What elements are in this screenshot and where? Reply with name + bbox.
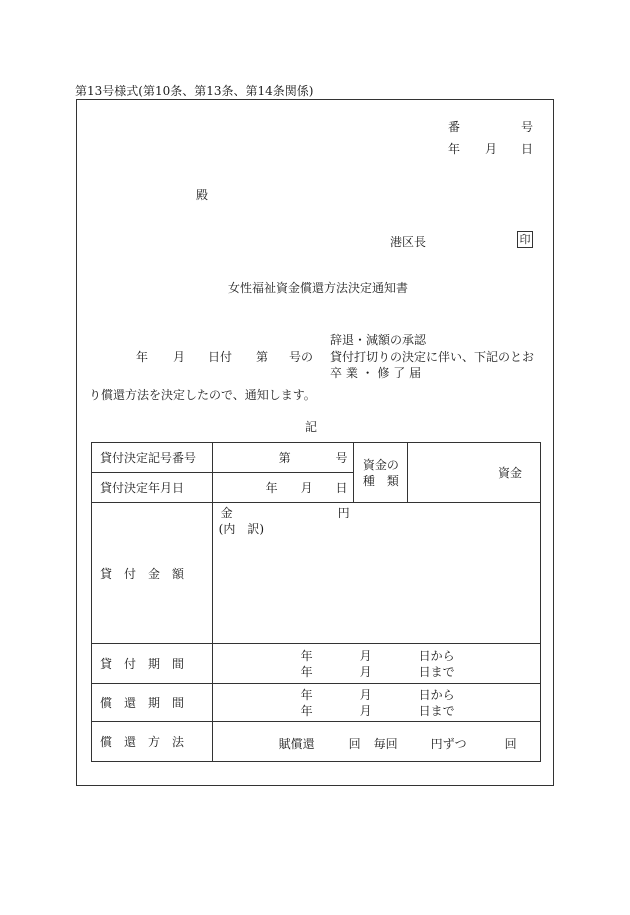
table-row [92, 644, 541, 684]
repay-end-day: 日まで [418, 704, 455, 718]
loan-end-month: 月 [359, 665, 372, 679]
amount-cell [212, 503, 540, 644]
decision-date-label: 貸付決定年月日 [92, 473, 213, 503]
decision-number-dai: 第 [278, 451, 291, 465]
loan-start-year: 年 [300, 649, 313, 663]
repay-period-cell [212, 684, 540, 722]
loan-end-year: 年 [300, 665, 313, 679]
date-month-label: 月 [485, 142, 498, 156]
amount-kin: 金 [220, 506, 233, 520]
option-termination: 貸付打切りの決定に伴い、下記のとお [330, 350, 535, 364]
repay-period-label: 償 還 期 間 [92, 684, 213, 722]
method-kai: 回 [348, 737, 361, 751]
repay-end-year: 年 [300, 704, 313, 718]
table-row [92, 684, 541, 722]
decision-number-cell [212, 443, 354, 473]
body-month: 月 [173, 350, 186, 364]
repay-start-month: 月 [359, 688, 372, 702]
seal-mark: 印 [517, 231, 533, 248]
repay-start-year: 年 [300, 688, 313, 702]
date-day-label: 日 [521, 142, 534, 156]
method-label: 償 還 方 法 [92, 722, 213, 762]
table-row [92, 503, 541, 644]
decision-number-go: 号 [335, 451, 348, 465]
document-title: 女性福祉資金償還方法決定通知書 [228, 281, 409, 295]
method-fushokan: 賦償還 [278, 737, 315, 751]
fund-type-label-2: 種 類 [362, 473, 399, 488]
decision-date-month: 月 [300, 481, 313, 495]
loan-period-cell [212, 644, 540, 684]
table-row [92, 443, 541, 473]
loan-start-day: 日から [418, 649, 455, 663]
body-dai: 第 [256, 350, 269, 364]
date-year-label: 年 [448, 142, 461, 156]
decision-date-year: 年 [265, 481, 278, 495]
loan-period-label: 貸 付 期 間 [92, 644, 213, 684]
option-withdrawal: 辞退・減額の承認 [330, 333, 427, 347]
method-maikai: 毎回 [373, 737, 398, 751]
table-row [92, 722, 541, 762]
number-ban-label: 番 [448, 120, 461, 134]
fund-type-label [354, 443, 408, 503]
repay-start-day: 日から [418, 688, 455, 702]
form-number: 第13号様式(第10条、第13条、第14条関係) [75, 84, 314, 98]
amount-label: 貸 付 金 額 [92, 503, 213, 644]
method-en-zutsu: 円ずつ [430, 737, 467, 751]
ki-heading: 記 [305, 420, 318, 434]
fund-type-value [408, 443, 541, 503]
body-line2: り償還方法を決定したので、通知します。 [89, 388, 316, 402]
decision-date-day: 日 [335, 481, 348, 495]
decision-date-cell [212, 473, 354, 503]
fund-suffix: 資金 [497, 466, 522, 480]
addressee-dono: 殿 [196, 188, 209, 202]
body-go-no: 号の [289, 350, 314, 364]
number-go-label: 号 [521, 120, 534, 134]
amount-en: 円 [337, 506, 350, 520]
amount-breakdown: (内 訳) [218, 522, 265, 536]
loan-table [91, 442, 541, 762]
loan-start-month: 月 [359, 649, 372, 663]
option-graduation: 卒 業 ・ 修 了 届 [330, 366, 422, 380]
fund-type-label-1: 資金の [362, 457, 399, 472]
loan-end-day: 日まで [418, 665, 455, 679]
issuer-name: 港区長 [390, 235, 427, 249]
decision-number-label: 貸付決定記号番号 [92, 443, 213, 473]
method-cell [212, 722, 540, 762]
body-day-date: 日付 [208, 350, 233, 364]
method-kai2: 回 [504, 737, 517, 751]
body-year: 年 [136, 350, 149, 364]
repay-end-month: 月 [359, 704, 372, 718]
